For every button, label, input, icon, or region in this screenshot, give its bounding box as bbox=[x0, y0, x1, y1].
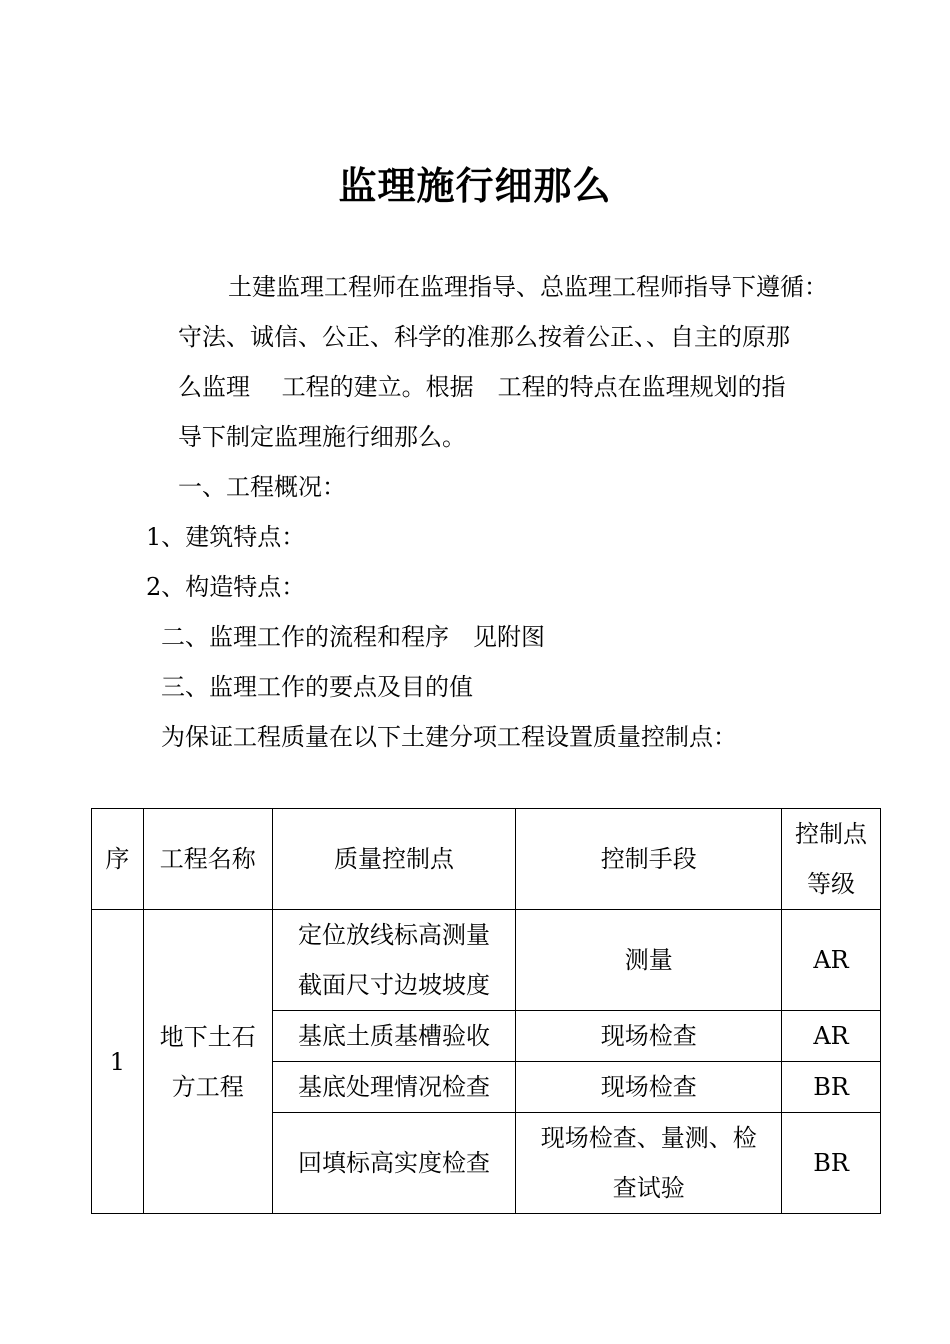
cell-control-level: AR bbox=[782, 910, 881, 1011]
cell-control-point: 基底处理情况检查 bbox=[272, 1062, 516, 1113]
cell-control-means: 现场检查、量测、检 查试验 bbox=[516, 1113, 782, 1214]
table-row bbox=[92, 910, 881, 1011]
cell-control-means: 现场检查 bbox=[516, 1062, 782, 1113]
table-intro-text: 为保证工程质量在以下土建分项工程设置质量控制点： bbox=[161, 723, 737, 751]
header-control-means: 控制手段 bbox=[516, 809, 782, 910]
section-key-points: 三、监理工作的要点及目的值 bbox=[161, 673, 473, 701]
cell-control-point: 定位放线标高测量 截面尺寸边坡坡度 bbox=[272, 910, 516, 1011]
cell-control-level: BR bbox=[782, 1113, 881, 1214]
item-structure-features: 2、构造特点： bbox=[146, 573, 306, 601]
header-control-point: 质量控制点 bbox=[272, 809, 516, 910]
cell-seq: 1 bbox=[92, 910, 144, 1214]
header-seq: 序 bbox=[92, 809, 144, 910]
table-header-row bbox=[92, 809, 881, 910]
section-project-overview: 一、工程概况： bbox=[178, 473, 346, 501]
section-workflow: 二、监理工作的流程和程序 见附图 bbox=[161, 623, 545, 651]
header-project-name: 工程名称 bbox=[143, 809, 272, 910]
cell-control-level: AR bbox=[782, 1011, 881, 1062]
quality-control-table bbox=[91, 808, 881, 1214]
page-title: 监理施行细那么 bbox=[338, 163, 612, 208]
cell-control-means: 测量 bbox=[516, 910, 782, 1011]
cell-control-point: 回填标高实度检查 bbox=[272, 1113, 516, 1214]
item-building-features: 1、建筑特点： bbox=[146, 523, 306, 551]
cell-project-name: 地下土石 方工程 bbox=[143, 910, 272, 1214]
intro-line-3: 么监理 工程的建立。根据 工程的特点在监理规划的指 bbox=[178, 373, 786, 401]
intro-line-1: 土建监理工程师在监理指导、总监理工程师指导下遵循： bbox=[228, 273, 828, 301]
header-control-level: 控制点 等级 bbox=[782, 809, 881, 910]
cell-control-means: 现场检查 bbox=[516, 1011, 782, 1062]
cell-control-point: 基底土质基槽验收 bbox=[272, 1011, 516, 1062]
intro-line-4: 导下制定监理施行细那么。 bbox=[178, 423, 466, 451]
cell-control-level: BR bbox=[782, 1062, 881, 1113]
intro-line-2: 守法、诚信、公正、科学的准那么按着公正、、自主的原那 bbox=[178, 323, 790, 351]
